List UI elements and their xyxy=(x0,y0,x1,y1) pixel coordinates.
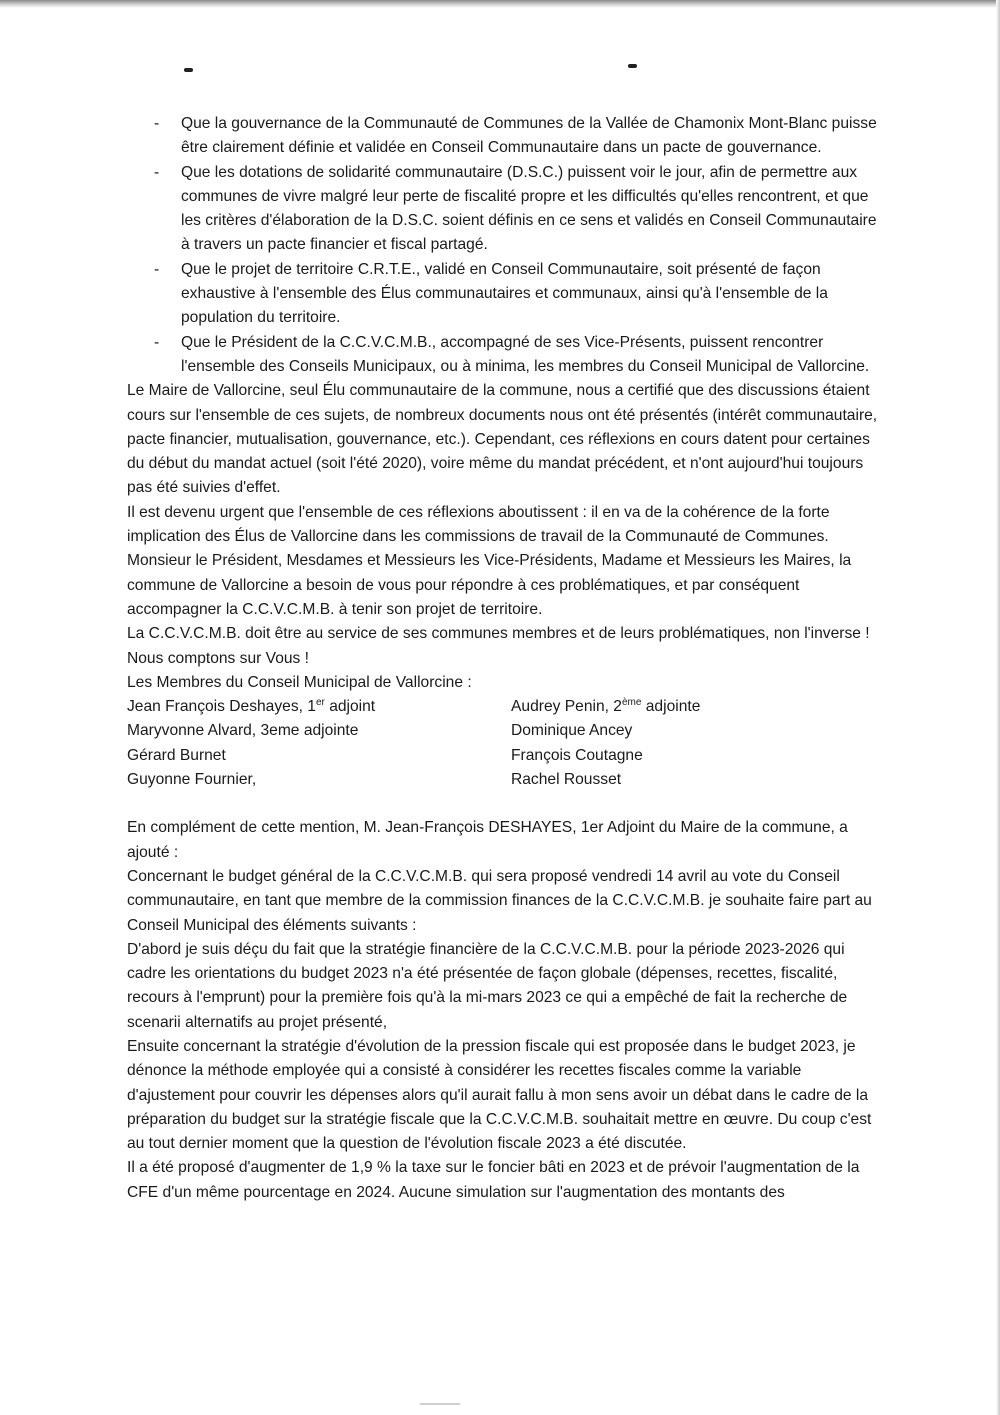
paragraph: Il a été proposé d'augmenter de 1,9 % la taxe sur le foncier bâti en 2023 et de prévoir l'augmentation de la CFE d'un même pourcentage en 2024. Aucune simulation sur l'augmentation des montants des xyxy=(127,1159,860,1201)
signatory: François Coutagne xyxy=(511,746,643,764)
scan-artifact-bottom xyxy=(420,1403,460,1405)
paragraph: Ensuite concernant la stratégie d'évolution de la pression fiscale qui est proposée dans le budget 2023, je dénonce la méthode employée qui a consisté à considérer les recettes fiscales comme la variable d'ajustement pour couvrir les dépenses alors qu'il aurait fallu à mon sens avoir un débat dans le cadre de la préparation du budget sur la stratégie fiscale que la C.C.V.C.M.B. souhaitait mettre en œuvre. Du coup c'est au tout dernier moment que la question de l'évolution fiscale 2023 a été discutée. xyxy=(127,1037,872,1153)
spacer xyxy=(127,792,887,816)
signatory: Rachel Rousset xyxy=(511,771,622,789)
signatory: Maryvonne Alvard, 3eme adjointe xyxy=(127,722,359,740)
bullet-dash: - xyxy=(154,115,160,132)
hole-punch-mark-right xyxy=(628,64,637,68)
scan-edge-top xyxy=(0,0,1000,8)
list-item-text: Que le projet de territoire C.R.T.E., validé en Conseil Communautaire, soit présenté de façon exhaustive à l'ensemble des Élus communautaires et communaux, ainsi qu'à l'ensemble de la population du territoire. xyxy=(181,260,828,327)
list-item-text: Que la gouvernance de la Communauté de Communes de la Vallée de Chamonix Mont-Blanc puisse être clairement définie et validée en Conseil Communautaire dans un pacte de gouvernance. xyxy=(181,115,877,157)
signatories-block xyxy=(127,695,887,792)
paragraph: Concernant le budget général de la C.C.V.C.M.B. qui sera proposé vendredi 14 avril au vote du Conseil communautaire, en tant que membre de la commission finances de la C.C.V.C.M.B. je souhaite faire part au Conseil Municipal des éléments suivants : xyxy=(127,867,872,934)
paragraph: En complément de cette mention, M. Jean-François DESHAYES, 1er Adjoint du Maire de la commune, a ajouté : xyxy=(127,819,848,861)
signatory: Guyonne Fournier, xyxy=(127,771,257,789)
list-item-text: Que les dotations de solidarité communautaire (D.S.C.) puissent voir le jour, afin de permettre aux communes de vivre malgré leur perte de fiscalité propre et les difficultés qu'elles rencontrent, et que les critères d'élaboration de la D.S.C. soient définis en ce sens et validés en Conseil Communautaire à travers un pacte financier et fiscal partagé. xyxy=(181,163,877,254)
demands-list xyxy=(127,112,887,379)
signatory: Gérard Burnet xyxy=(127,746,226,764)
document-page xyxy=(127,112,887,1205)
paragraph: Le Maire de Vallorcine, seul Élu communautaire de la commune, nous a certifié que des discussions étaient cours sur l'ensemble de ces sujets, de nombreux documents nous ont été présentés (intérêt communautaire, pacte financier, mutualisation, gouvernance, etc.). Cependant, ces réflexions en cours datent pour certaines du début du mandat actuel (soit l'été 2020), voire même du mandat précédent, et n'ont aujourd'hui toujours pas été suivies d'effet. xyxy=(127,382,878,497)
bullet-dash: - xyxy=(154,260,160,278)
signatories-heading: Les Membres du Conseil Municipal de Vallorcine : xyxy=(127,673,472,691)
scan-edge-right xyxy=(996,0,1000,1415)
paragraph: Il est devenu urgent que l'ensemble de ces réflexions aboutissent : il en va de la cohérence de la forte implication des Élus de Vallorcine dans les commissions de travail de la Communauté de Communes. xyxy=(127,503,830,546)
signatory: Audrey Penin, 2ème adjointe xyxy=(511,696,701,716)
paragraph: Monsieur le Président, Mesdames et Messieurs les Vice-Présidents, Madame et Messieurs les Maires, la commune de Vallorcine a besoin de vous pour répondre à ces problématiques, et par conséquent accompagner la C.C.V.C.M.B. à tenir son projet de territoire. xyxy=(127,552,852,618)
list-item xyxy=(127,258,887,331)
list-item xyxy=(127,161,887,258)
hole-punch-mark-left xyxy=(184,68,193,72)
signatories-right xyxy=(511,695,881,792)
bullet-dash: - xyxy=(154,163,160,181)
list-item xyxy=(127,331,887,380)
list-item-text: Que le Président de la C.C.V.C.M.B., accompagné de ses Vice-Présents, puissent rencontrer l'ensemble des Conseils Municipaux, ou à minima, les membres du Conseil Municipal de Vallorcine. xyxy=(181,333,870,375)
list-item xyxy=(127,112,887,161)
paragraph: D'abord je suis déçu du fait que la stratégie financière de la C.C.V.C.M.B. pour la période 2023-2026 qui cadre les orientations du budget 2023 n'a été présentée de façon globale (dépenses, recettes, fiscalité, recours à l'emprunt) pour la première fois qu'à la mi-mars 2023 ce qui a empêché de fait la recherche de scenarii alternatifs au projet présenté, xyxy=(127,940,848,1031)
signatories-left xyxy=(127,695,511,792)
bullet-dash: - xyxy=(154,333,160,351)
signatory: Jean François Deshayes, 1er adjoint xyxy=(127,696,376,716)
signatory: Dominique Ancey xyxy=(511,722,633,740)
paragraph: La C.C.V.C.M.B. doit être au service de ses communes membres et de leurs problématiques, non l'inverse ! Nous comptons sur Vous ! xyxy=(127,625,870,667)
